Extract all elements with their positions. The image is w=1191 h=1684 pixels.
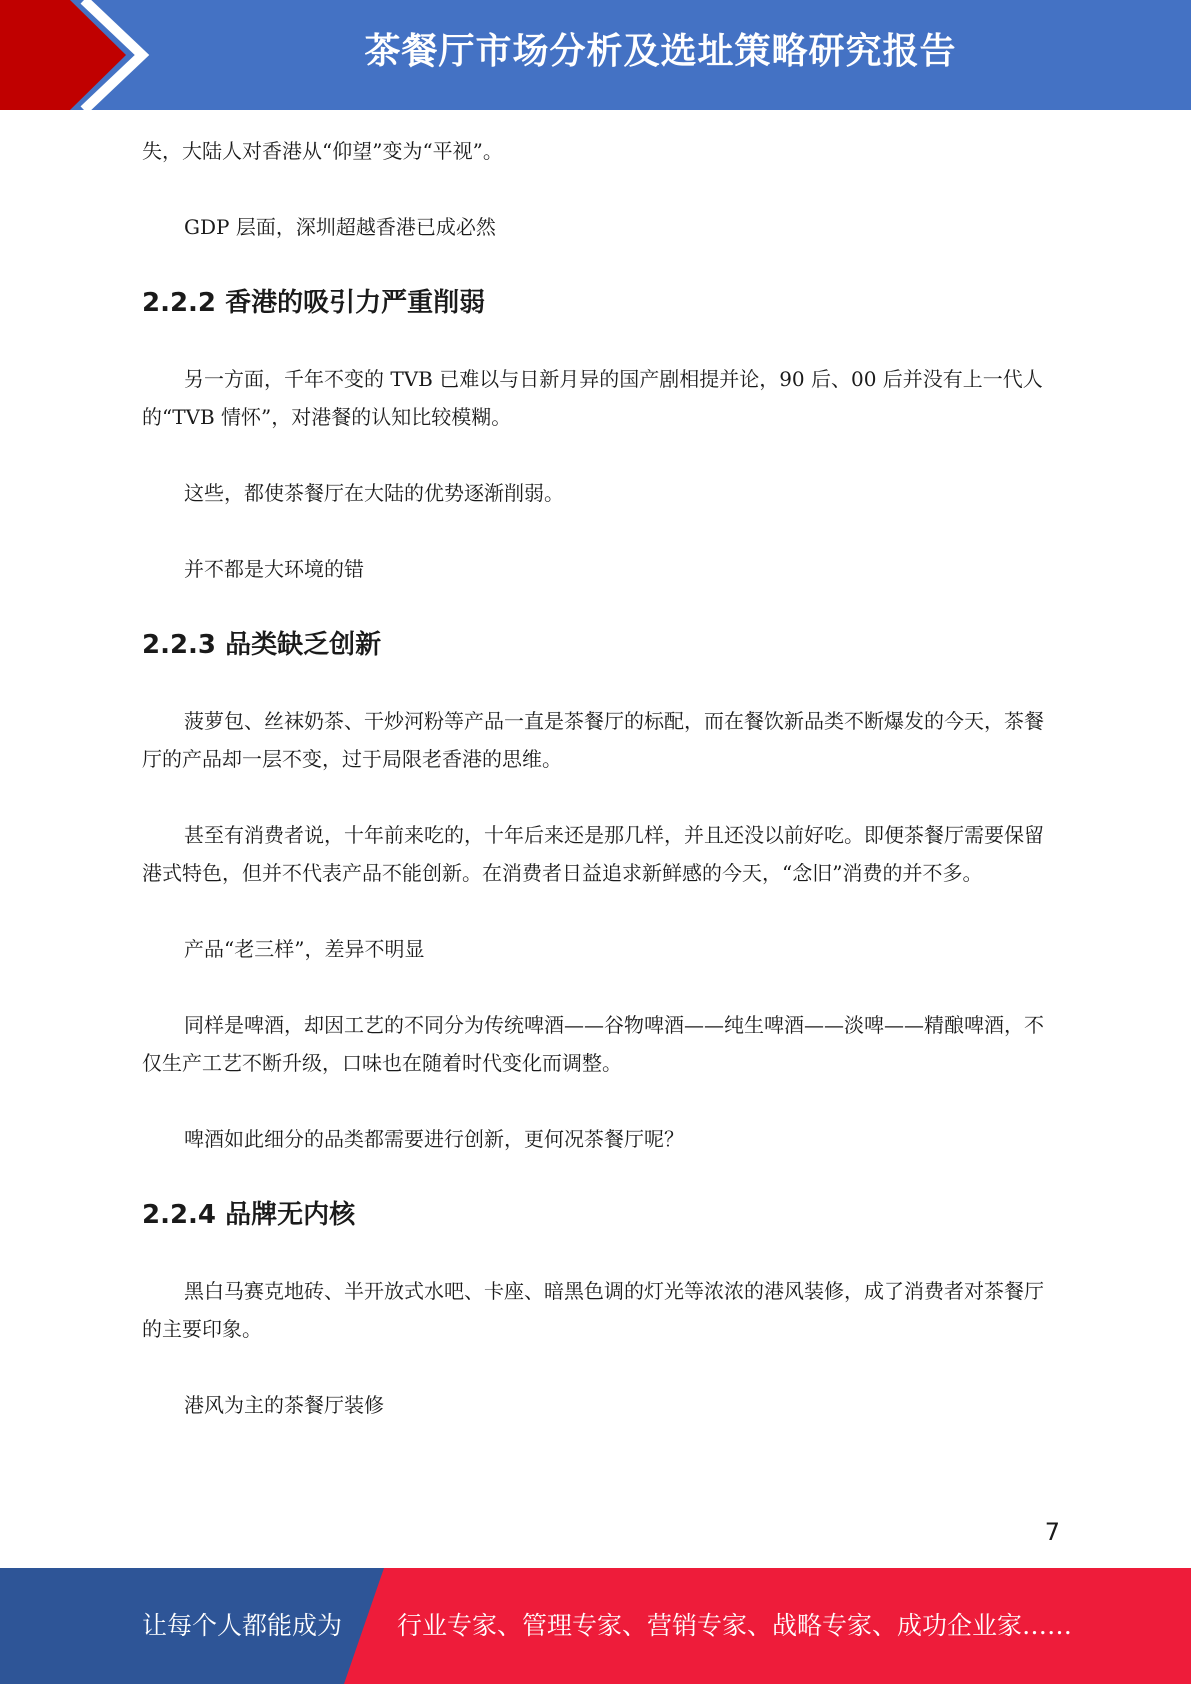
section-heading-2-2-3: 2.2.3 品类缺乏创新	[142, 630, 382, 660]
paragraph: 另一方面，千年不变的 TVB 已难以与日新月异的国产剧相提并论，90 后、00 后并没有上一代人的“TVB 情怀”，对港餐的认知比较模糊。	[142, 367, 1043, 429]
header-title: 茶餐厅市场分析及选址策略研究报告	[364, 31, 957, 72]
page-footer	[0, 1568, 1191, 1684]
document-body	[142, 132, 1047, 1462]
section-heading-2-2-2: 2.2.2 香港的吸引力严重削弱	[142, 288, 486, 318]
image-caption: 并不都是大环境的错	[184, 557, 364, 581]
paragraph: GDP 层面，深圳超越香港已成必然	[184, 215, 496, 239]
section-heading-2-2-4: 2.2.4 品牌无内核	[142, 1200, 356, 1230]
paragraph: 啤酒如此细分的品类都需要进行创新，更何况茶餐厅呢？	[184, 1127, 684, 1151]
paragraph: 甚至有消费者说，十年前来吃的，十年后来还是那几样，并且还没以前好吃。即便茶餐厅需要保留港式特色，但并不代表产品不能创新。在消费者日益追求新鲜感的今天，“念旧”消费的并不多。	[142, 823, 1044, 885]
header-chevron-icon	[0, 0, 160, 110]
image-caption: 产品“老三样”，差异不明显	[184, 937, 425, 961]
footer-slogan-left: 让每个人都能成为	[142, 1611, 343, 1640]
page-header	[0, 0, 1191, 110]
image-caption: 港风为主的茶餐厅装修	[184, 1393, 384, 1417]
footer-slogan-right: 行业专家、管理专家、营销专家、战略专家、成功企业家……	[397, 1611, 1073, 1640]
paragraph: 菠萝包、丝袜奶茶、干炒河粉等产品一直是茶餐厅的标配，而在餐饮新品类不断爆发的今天，茶餐厅的产品却一层不变，过于局限老香港的思维。	[142, 709, 1044, 771]
paragraph: 这些，都使茶餐厅在大陆的优势逐渐削弱。	[184, 481, 564, 505]
page-number: 7	[1044, 1518, 1060, 1546]
paragraph: 黑白马赛克地砖、半开放式水吧、卡座、暗黑色调的灯光等浓浓的港风装修，成了消费者对茶餐厅的主要印象。	[142, 1279, 1044, 1341]
paragraph: 失，大陆人对香港从“仰望”变为“平视”。	[142, 139, 503, 163]
paragraph: 同样是啤酒，却因工艺的不同分为传统啤酒——谷物啤酒——纯生啤酒——淡啤——精酿啤酒，不仅生产工艺不断升级，口味也在随着时代变化而调整。	[142, 1013, 1044, 1075]
